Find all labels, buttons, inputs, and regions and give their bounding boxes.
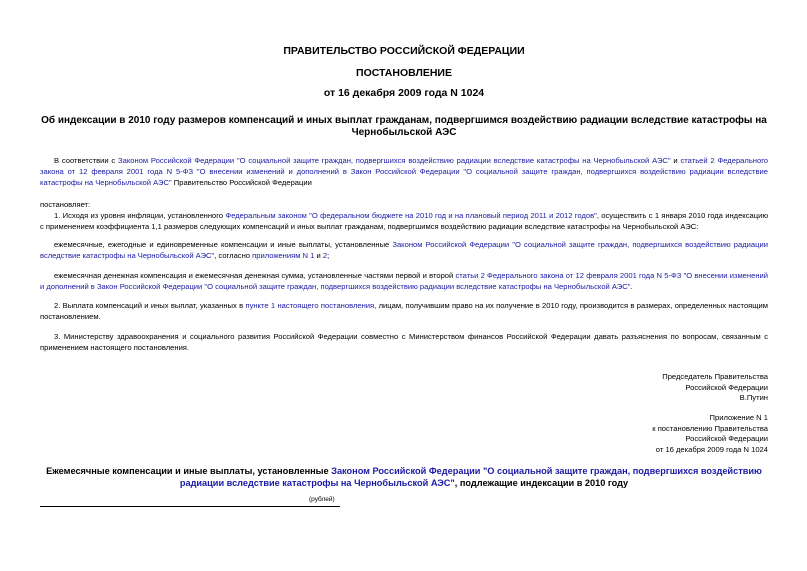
federal-law-5fz-link[interactable]: статьей 2 Федерального закона от 12 февраля 2001 года N 5-ФЗ "О внесении изменений и дополнений в Закон Российской Федерации "О социальной защите граждан, подвергшихся воздействию радиации вследствие катастрофы на Чернобыльской АЭС" (40, 156, 769, 187)
annex-law-link[interactable]: Законом Российской Федерации "О социальной защите граждан, подвергшихся воздействию радиации вследствие катастрофы на Чернобыльской АЭС" (179, 466, 762, 488)
law-chernobyl-link[interactable]: Законом Российской Федерации "О социальной защите граждан, подвергшихся воздействию радиации вследствие катастрофы на Чернобыльской АЭС" (118, 156, 671, 165)
p1a-text-3: и (314, 251, 323, 260)
p2-text-2: , лицам, получившим право на их получение в 2010 году, производится в размерах, определенных настоящим постановлением. (40, 301, 768, 321)
p1-text-1: 1. Исходя из уровня инфляции, установленного (54, 211, 226, 220)
table-top-rule (40, 506, 340, 507)
paragraph-3: 3. Министерству здравоохранения и социального развития Российской Федерации совместно с Министерством финансов Российской Федерации давать разъяснения по вопросам, связанным с применением настоящего постановления. (40, 332, 768, 352)
p1a-text-1: ежемесячные, ежегодные и единовременные компенсации и иные выплаты, установленные (54, 240, 393, 249)
budget-law-link[interactable]: Федеральным законом "О федеральном бюджете на 2010 год и на плановый период 2011 и 2012 годов" (225, 211, 597, 220)
annex-header (652, 413, 768, 455)
signature-country: Российской Федерации (685, 382, 768, 392)
preamble-text-1: В соответствии с (54, 156, 119, 165)
annex-title-text-1: Ежемесячные компенсации и иные выплаты, установленные (46, 466, 332, 476)
document-date: от 16 декабря 2009 года N 1024 (323, 87, 485, 99)
annex-number: Приложение N 1 (709, 413, 768, 422)
preamble-text-3: Правительство Российской Федерации (171, 178, 312, 187)
annex-title (40, 465, 768, 489)
p2-text-1: 2. Выплата компенсаций и иных выплат, указанных в (54, 301, 246, 310)
document-title: Об индексации в 2010 году размеров компенсаций и иных выплат гражданам, подвергшимся воздействию радиации вследствие катастрофы на Чернобыльской АЭС (41, 115, 767, 138)
annex-ref-2: Российской Федерации (685, 434, 768, 443)
document-type: ПОСТАНОВЛЕНИЕ (356, 67, 452, 79)
paragraph-1a (40, 239, 768, 261)
annex-ref-date: от 16 декабря 2009 года N 1024 (655, 444, 768, 454)
signature-block (662, 372, 768, 404)
annex-title-text-2: , подлежащие индексации в 2010 году (454, 478, 629, 488)
preamble-text-2: и (670, 156, 681, 165)
decree-word: постановляет: (40, 200, 91, 209)
law-chernobyl-link-2[interactable]: Законом Российской Федерации "О социальной защите граждан, подвергшихся воздействию радиации вследствие катастрофы на Чернобыльской АЭС" (40, 240, 768, 260)
p1b-text-1: ежемесячная денежная компенсация и ежемесячная денежная сумма, установленные частями первой и второй (54, 271, 456, 280)
signature-position: Председатель Правительства (662, 372, 768, 381)
annex-1-link[interactable]: приложениям N 1 (252, 251, 315, 260)
p1b-text-2: . (630, 282, 633, 291)
preamble-paragraph (40, 155, 768, 188)
annex-ref-1: к постановлению Правительства (652, 423, 768, 433)
federal-law-5fz-link-2[interactable]: статьи 2 Федерального закона от 12 февраля 2001 года N 5-ФЗ "О внесении изменений и дополнений в Закон Российской Федерации "О социальной защите граждан, подвергшихся воздействию радиации вследствие катастрофы на Чернобыльской АЭС" (40, 271, 769, 291)
paragraph-2 (40, 300, 768, 322)
government-title: ПРАВИТЕЛЬСТВО РОССИЙСКОЙ ФЕДЕРАЦИИ (283, 45, 525, 57)
p1a-text-4: ; (327, 251, 330, 260)
point-1-link[interactable]: пункте 1 настоящего постановления (245, 301, 375, 310)
paragraph-1b (40, 270, 768, 292)
signature-name: В.Путин (739, 393, 768, 402)
annex-2-link[interactable]: 2 (322, 251, 328, 260)
paragraph-1 (40, 210, 768, 232)
p1-text-2: , осуществить с 1 января 2010 года индексацию с применением коэффициента 1,1 размеров следующих компенсаций и иных выплат гражданам, подвергшимся воздействию радиации вследствие катастрофы на Чернобыльской АЭС: (40, 211, 769, 231)
currency-unit: (рублей) (309, 496, 335, 503)
p1a-text-2: , согласно (214, 251, 253, 260)
